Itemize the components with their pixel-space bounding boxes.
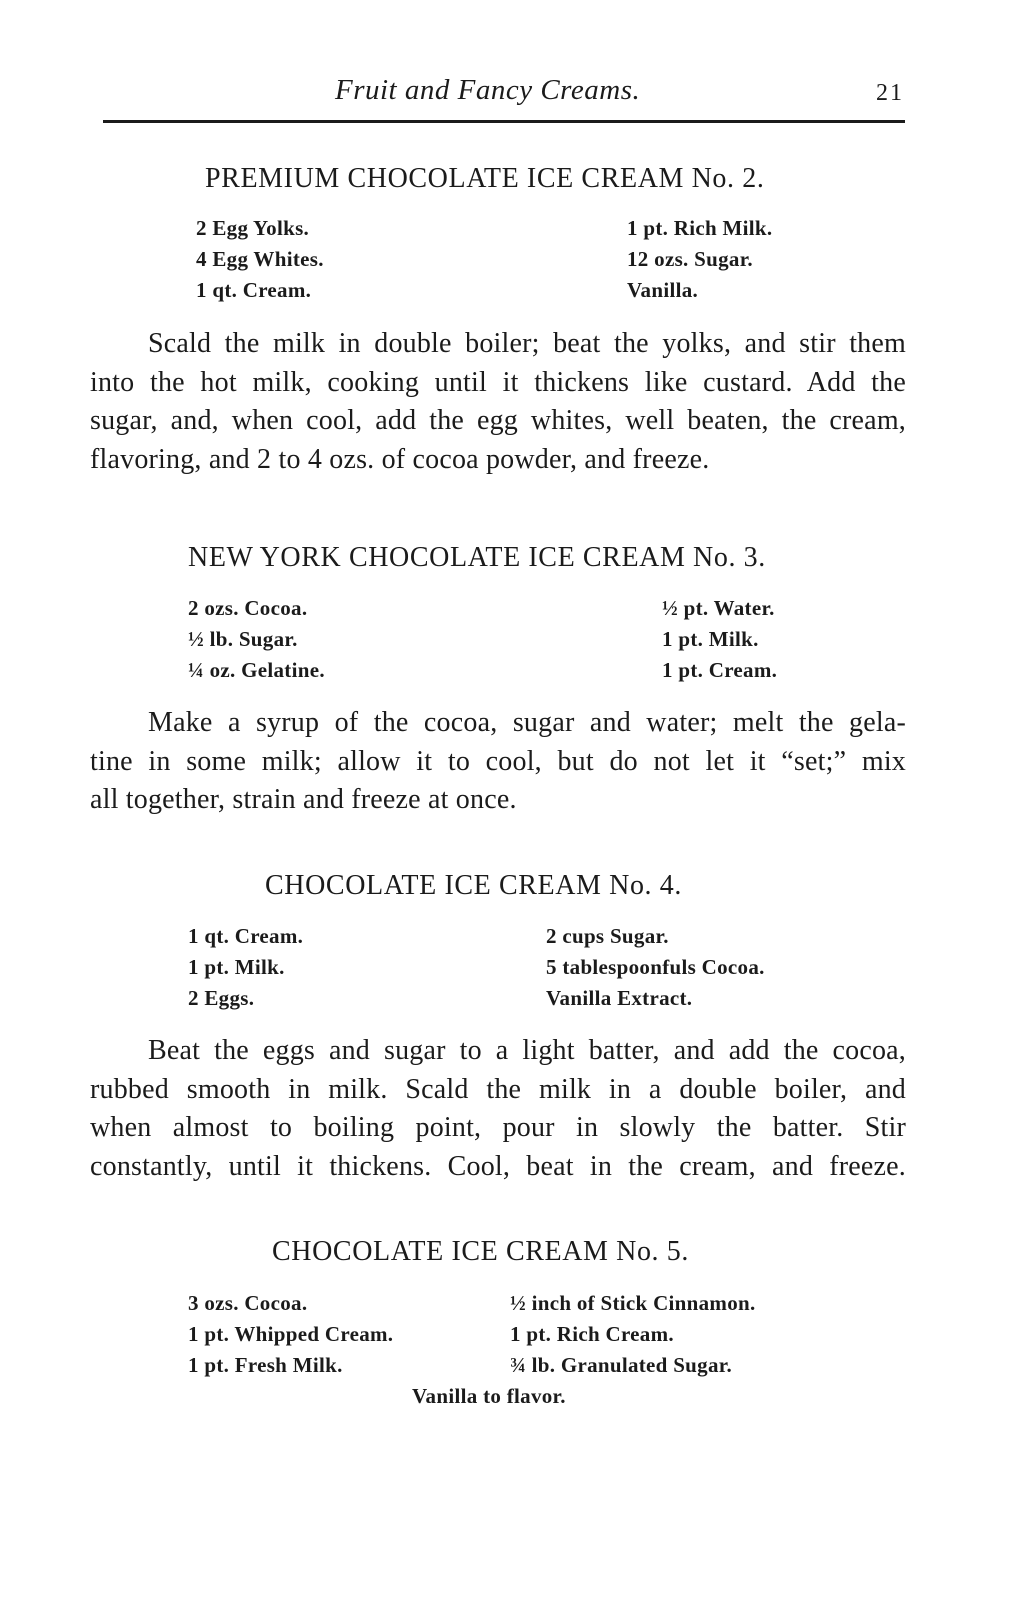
ingredient: 1 qt. Cream.: [196, 278, 312, 302]
directions-line: Scald the milk in double boiler; beat the yolks, and stir them: [148, 328, 906, 359]
ingredient: 2 ozs. Cocoa.: [188, 596, 308, 620]
recipe-directions: [90, 704, 906, 820]
directions-line: Make a syrup of the cocoa, sugar and water; melt the gela-: [148, 707, 906, 738]
ingredient: 1 pt. Rich Milk.: [627, 216, 773, 240]
ingredient: 1 pt. Milk.: [662, 627, 759, 651]
directions-line: when almost to boiling point, pour in slowly the batter. Stir: [90, 1112, 906, 1143]
directions-line: constantly, until it thickens. Cool, beat in the cream, and freeze.: [90, 1150, 906, 1182]
running-head: [0, 74, 1035, 114]
directions-line: all together, strain and freeze at once.: [90, 784, 517, 815]
ingredient: 4 Egg Whites.: [196, 247, 324, 271]
ingredient: 1 pt. Milk.: [188, 955, 285, 979]
ingredient: 5 tablespoonfuls Cocoa.: [546, 955, 765, 979]
ingredient: Vanilla to flavor.: [412, 1384, 566, 1408]
ingredient: ¼ oz. Gelatine.: [188, 658, 325, 682]
ingredient: 12 ozs. Sugar.: [627, 247, 753, 271]
page-number: 21: [876, 80, 904, 106]
ingredient: 1 pt. Whipped Cream.: [188, 1322, 394, 1346]
ingredient: 2 Eggs.: [188, 986, 255, 1010]
recipe-title: NEW YORK CHOCOLATE ICE CREAM No. 3.: [188, 542, 766, 573]
ingredient: 1 pt. Fresh Milk.: [188, 1353, 343, 1377]
recipe-title: CHOCOLATE ICE CREAM No. 4.: [265, 870, 682, 901]
ingredient: 1 pt. Cream.: [662, 658, 778, 682]
directions-line: into the hot milk, cooking until it thickens like custard. Add the: [90, 366, 906, 398]
directions-line: flavoring, and 2 to 4 ozs. of cocoa powder, and freeze.: [90, 443, 710, 475]
recipe-title: CHOCOLATE ICE CREAM No. 5.: [272, 1236, 689, 1267]
ingredient: 1 pt. Rich Cream.: [510, 1322, 674, 1346]
recipe-directions: [90, 325, 906, 479]
recipe-title: PREMIUM CHOCOLATE ICE CREAM No. 2.: [205, 163, 765, 194]
running-title: Fruit and Fancy Creams.: [335, 74, 641, 106]
ingredient: ½ pt. Water.: [662, 596, 775, 620]
ingredient: ½ lb. Sugar.: [188, 627, 298, 651]
ingredient: Vanilla Extract.: [546, 986, 693, 1010]
ingredient: 2 cups Sugar.: [546, 924, 669, 948]
recipe-directions: [90, 1032, 906, 1186]
header-rule: [103, 120, 905, 123]
directions-line: rubbed smooth in milk. Scald the milk in a double boiler, and: [90, 1073, 906, 1105]
directions-line: tine in some milk; allow it to cool, but do not let it “set;” mix: [90, 745, 906, 777]
directions-line: sugar, and, when cool, add the egg whites, well beaten, the cream,: [90, 405, 906, 436]
ingredient: Vanilla.: [627, 278, 699, 302]
ingredient: 1 qt. Cream.: [188, 924, 304, 948]
ingredient: 2 Egg Yolks.: [196, 216, 310, 240]
ingredient: ¾ lb. Granulated Sugar.: [510, 1353, 733, 1377]
ingredient: 3 ozs. Cocoa.: [188, 1291, 308, 1315]
directions-line: Beat the eggs and sugar to a light batter, and add the cocoa,: [148, 1035, 906, 1066]
ingredient: ½ inch of Stick Cinnamon.: [510, 1291, 756, 1315]
